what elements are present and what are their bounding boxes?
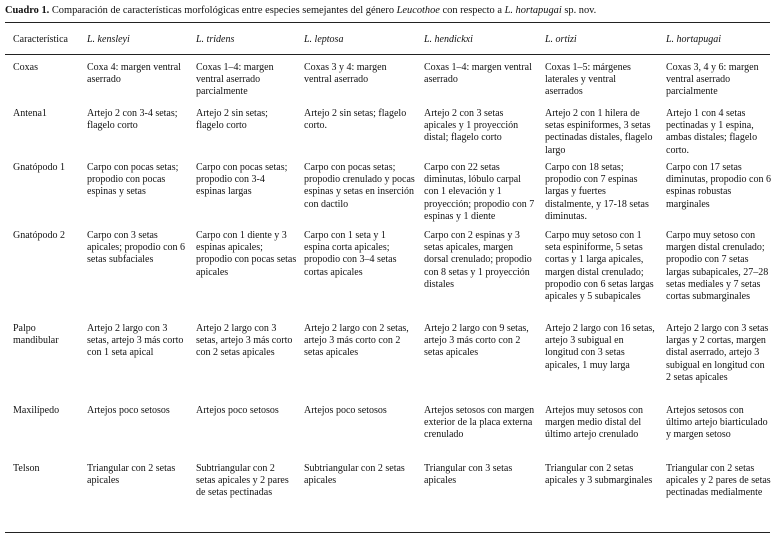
table-cell: Artejo 2 largo con 3 setas, artejo 3 más corto con 2 setas apicales (196, 323, 293, 359)
table-cell: Carpo con pocas setas; propodio con 3-4 espinas largas (196, 162, 288, 198)
row-label: Telson (13, 463, 40, 474)
caption-text-middle: con respecto a (439, 5, 505, 16)
row-label: Coxas (13, 62, 38, 73)
table-cell: Carpo con pocas setas; propodio con pocas espinas y setas (87, 162, 179, 198)
table-cell: Artejo 1 con 4 setas pectinadas y 1 espina, ambas distales; flagelo corto. (666, 108, 758, 156)
table-cell: Carpo muy setoso con 1 seta espiniforme, 5 setas cortas y 1 larga apicales, margen distal crenulado; propodio con 6 setas largas apicales y 5 subapicales (545, 230, 654, 303)
header-l-hortapugai: L. hortapugai (666, 34, 722, 45)
row-label: Gnatópodo 2 (13, 230, 65, 241)
table-cell: Triangular con 3 setas apicales (424, 463, 513, 487)
row-label: Gnatópodo 1 (13, 162, 65, 173)
table-cell: Carpo con 22 setas diminutas, lóbulo carpal con 1 elevación y 1 proyección; propodio con 7 espinas y 1 diente (424, 162, 535, 222)
header-l-tridens: L. tridens (196, 34, 235, 45)
row-label: Palpo mandibular (13, 323, 59, 347)
table-cell: Artejo 2 largo con 16 setas, artejo 3 subigual en longitud con 3 setas apicales, 1 muy larga (545, 323, 655, 371)
table-cell: Artejos muy setosos con margen medio distal del último artejo crenulado (545, 405, 644, 441)
row-label: Maxilípedo (13, 405, 60, 416)
caption-species: L. hortapugai (504, 5, 562, 16)
table-cell: Artejo 2 largo con 3 setas, artejo 3 más corto con 1 seta apical (87, 323, 184, 359)
table-cell: Coxas 3 y 4: margen ventral aserrado (304, 62, 387, 86)
header-caracteristica: Característica (13, 34, 68, 45)
table-cell: Artejo 2 largo con 3 setas largas y 2 cortas, margen distal aserrado, artejo 3 subigual en longitud con 2 setas apicales (666, 323, 769, 383)
table-cell: Triangular con 2 setas apicales y 3 submarginales (545, 463, 653, 487)
table-cell: Artejo 2 sin setas; flagelo corto (196, 108, 268, 132)
table-cell: Carpo con 3 setas apicales; propodio con 6 setas subfaciales (87, 230, 186, 266)
row-label: Antena1 (13, 108, 47, 119)
table-header-rule (5, 54, 770, 55)
table-cell: Artejo 2 con 1 hilera de setas espiniformes, 3 setas pectinadas distales, flagelo largo (545, 108, 653, 156)
table-cell: Carpo con 2 espinas y 3 setas apicales, margen dorsal crenulado; propodio con 8 setas y 1 proyección distales (424, 230, 532, 290)
table-bottom-rule (5, 532, 770, 533)
table-cell: Artejos poco setosos (196, 405, 279, 416)
caption-text-after: sp. nov. (561, 5, 597, 16)
table-cell: Carpo con pocas setas; propodio crenulado y pocas espinas y setas en inserción con dactilo (304, 162, 415, 210)
table-cell: Artejo 2 largo con 9 setas, artejo 3 más corto con 2 setas apicales (424, 323, 529, 359)
header-l-leptosa: L. leptosa (304, 34, 344, 45)
table-caption (5, 5, 770, 17)
table-cell: Triangular con 2 setas apicales (87, 463, 176, 487)
table-cell: Subtriangular con 2 setas apicales y 2 pares de setas pectinadas (196, 463, 289, 499)
table-cell: Artejo 2 con 3 setas apicales y 1 proyección distal; flagelo corto (424, 108, 519, 144)
table-cell: Artejos setosos con margen exterior de la placa externa crenulado (424, 405, 535, 441)
header-l-ortizi: L. ortizi (545, 34, 577, 45)
table-top-rule (5, 22, 770, 23)
table-cell: Artejo 2 con 3-4 setas; flagelo corto (87, 108, 178, 132)
table-cell: Coxas 3, 4 y 6: margen ventral aserrado parcialmente (666, 62, 759, 98)
header-l-kensleyi: L. kensleyi (87, 34, 130, 45)
table-cell: Artejo 2 largo con 2 setas, artejo 3 más corto con 2 setas apicales (304, 323, 409, 359)
table-cell: Triangular con 2 setas apicales y 2 pares de setas pectinadas medialmente (666, 463, 771, 499)
table-cell: Coxas 1–4: margen ventral aserrado parcialmente (196, 62, 274, 98)
caption-label: Cuadro 1. (5, 5, 50, 16)
table-cell: Coxas 1–5: márgenes laterales y ventral aserrados (545, 62, 631, 98)
caption-genus: Leucothoe (396, 5, 440, 16)
table-cell: Artejos poco setosos (87, 405, 170, 416)
table-cell: Carpo con 1 seta y 1 espina corta apicales; propodio con 3–4 setas cortas apicales (304, 230, 397, 278)
caption-text-before: Comparación de características morfológicas entre especies semejantes del género (49, 5, 397, 16)
table-cell: Artejos setosos con último artejo biarticulado y margen setoso (666, 405, 768, 441)
table-cell: Carpo con 1 diente y 3 espinas apicales; propodio con pocas setas apicales (196, 230, 297, 278)
header-l-hendickxi: L. hendickxi (424, 34, 473, 45)
table-cell: Carpo muy setoso con margen distal crenulado; propodio con 7 setas largas subapicales, 27–28 setas mediales y 7 setas cortas submarginales (666, 230, 769, 303)
table-cell: Coxa 4: margen ventral aserrado (87, 62, 181, 86)
table-cell: Artejo 2 sin setas; flagelo corto. (304, 108, 407, 132)
table-cell: Artejos poco setosos (304, 405, 387, 416)
table-cell: Carpo con 17 setas diminutas, propodio con 6 espinas robustas marginales (666, 162, 771, 210)
table-cell: Carpo con 18 setas; propodio con 7 espinas largas y fuertes distalmente, y 17-18 setas diminutas. (545, 162, 649, 222)
table-cell: Subtriangular con 2 setas apicales (304, 463, 405, 487)
table-cell: Coxas 1–4: margen ventral aserrado (424, 62, 532, 86)
